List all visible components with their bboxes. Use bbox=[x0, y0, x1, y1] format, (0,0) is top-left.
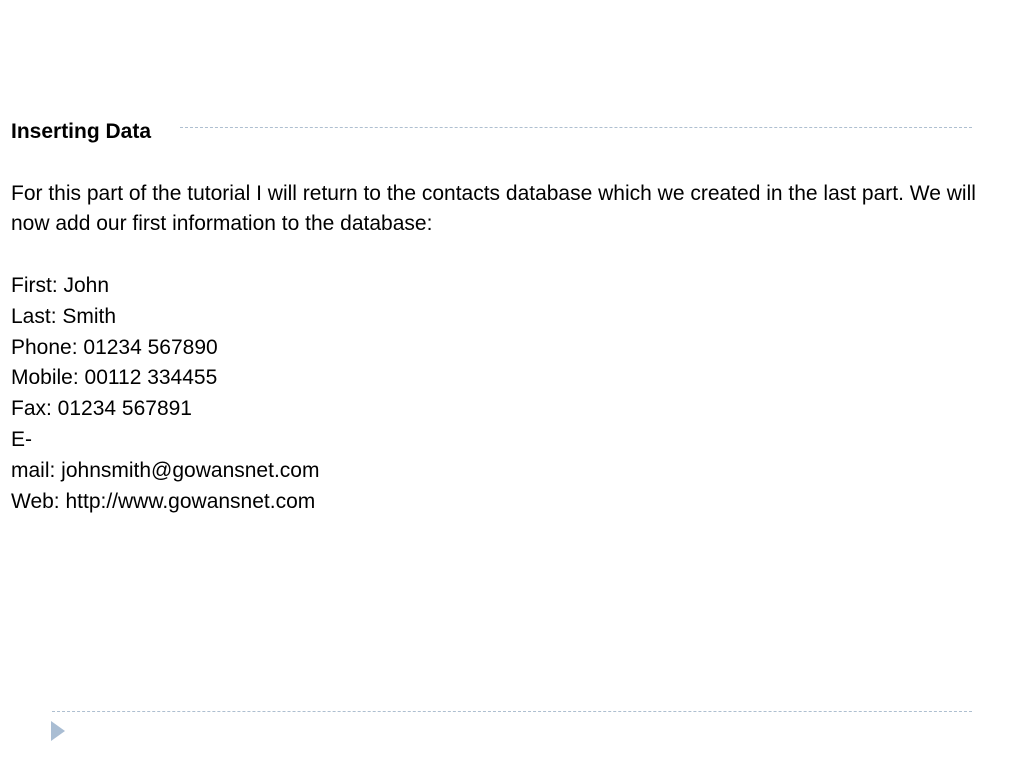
field-phone: Phone: 01234 567890 bbox=[11, 335, 218, 359]
field-fax: Fax: 01234 567891 bbox=[11, 397, 192, 421]
slide-title: Inserting Data bbox=[11, 120, 152, 143]
intro-paragraph: For this part of the tutorial I will return to the contacts database which we created in the last part. We will now add our first information to the database: bbox=[11, 181, 976, 236]
field-first: First: John bbox=[11, 273, 110, 297]
field-last: Last: Smith bbox=[11, 304, 117, 328]
footer-divider bbox=[52, 711, 972, 712]
triangle-right-icon bbox=[51, 721, 65, 741]
field-mobile: Mobile: 00112 334455 bbox=[11, 366, 218, 390]
contact-fields bbox=[11, 271, 1011, 517]
slide-content bbox=[11, 117, 1011, 517]
field-email: mail: johnsmith@gowansnet.com bbox=[11, 458, 320, 482]
field-email-prefix: E- bbox=[11, 427, 32, 451]
field-web: Web: http://www.gowansnet.com bbox=[11, 489, 316, 513]
